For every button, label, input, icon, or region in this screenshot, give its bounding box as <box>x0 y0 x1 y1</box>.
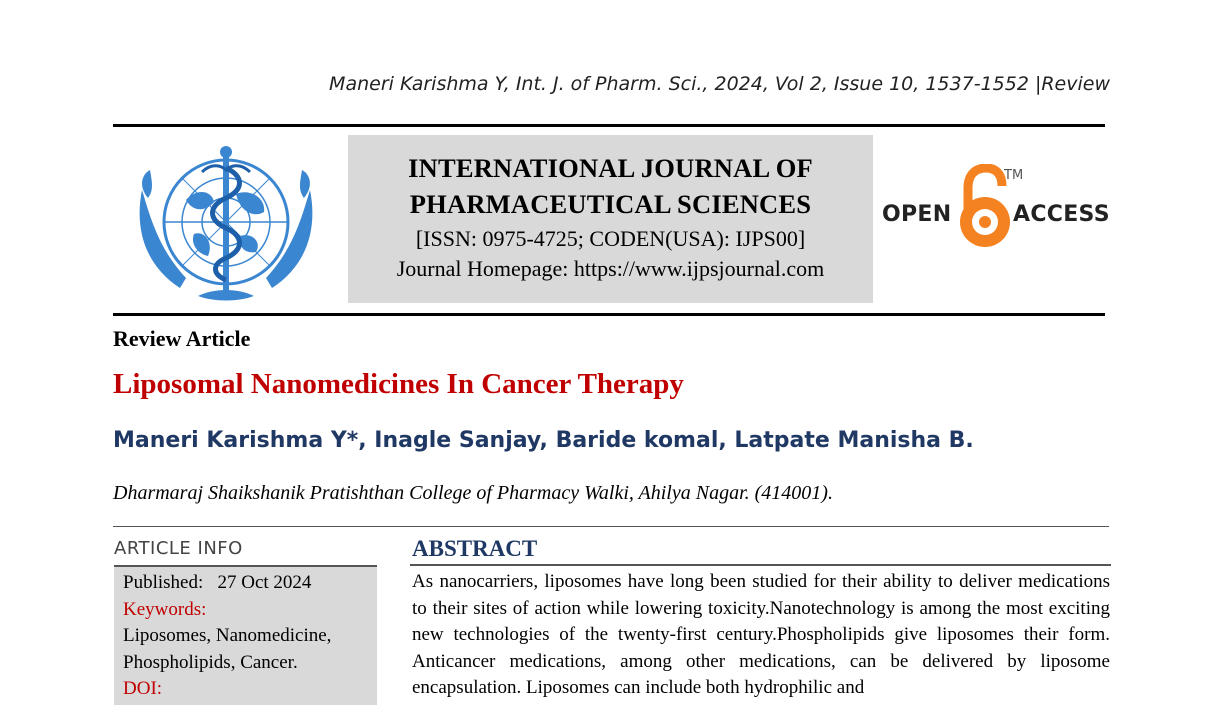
open-access-logo <box>880 164 1110 256</box>
published-row <box>123 570 377 597</box>
abstract-text: As nanocarriers, liposomes have long been studied for their ability to deliver medications to their sites of action while lowering toxicity.Nanotechnology is among the most exciting new technologies of the twenty-first century.Phospholipids give liposomes their form. Anticancer medications, among other medications, can be delivered by liposome encapsulation. Liposomes can include both hydrophilic and <box>412 571 1110 698</box>
journal-title-box <box>348 135 873 303</box>
open-access-trademark: TM <box>1004 168 1024 183</box>
article-info-box <box>114 565 377 705</box>
journal-title-line2: PHARMACEUTICAL SCIENCES <box>409 189 812 219</box>
journal-issn: [ISSN: 0975-4725; CODEN(USA): IJPS00] <box>415 226 806 251</box>
article-type: Review Article <box>113 326 251 351</box>
keywords-line-2: Phospholipids, Cancer. <box>123 651 298 673</box>
keywords-label: Keywords: <box>123 598 207 620</box>
header-bottom-rule <box>113 313 1105 316</box>
abstract-heading: ABSTRACT <box>412 536 538 561</box>
header-top-rule <box>113 124 1105 127</box>
open-access-word-access: ACCESS <box>1013 202 1110 227</box>
published-date: 27 Oct 2024 <box>217 572 312 593</box>
journal-title-line1: INTERNATIONAL JOURNAL OF <box>408 153 813 183</box>
article-title: Liposomal Nanomedicines In Cancer Therapy <box>113 368 684 400</box>
running-header: Maneri Karishma Y, Int. J. of Pharm. Sci., 2024, Vol 2, Issue 10, 1537-1552 |Review <box>329 73 1110 95</box>
section-divider <box>113 526 1109 527</box>
open-access-word-open: OPEN <box>882 202 952 227</box>
author-list: Maneri Karishma Y*, Inagle Sanjay, Baride komal, Latpate Manisha B. <box>113 428 974 453</box>
keywords-line-1: Liposomes, Nanomedicine, <box>123 625 332 646</box>
journal-homepage[interactable]: Journal Homepage: https://www.ijpsjournal.com <box>396 256 825 281</box>
doi-label: DOI: <box>123 678 163 699</box>
caduceus-globe-emblem-icon <box>128 138 324 306</box>
author-affiliation: Dharmaraj Shaikshanik Pratishthan College of Pharmacy Walki, Ahilya Nagar. (414001). <box>113 482 833 504</box>
abstract-rule <box>410 564 1111 566</box>
article-info-heading: ARTICLE INFO <box>114 538 243 559</box>
published-label: Published: <box>123 572 204 593</box>
